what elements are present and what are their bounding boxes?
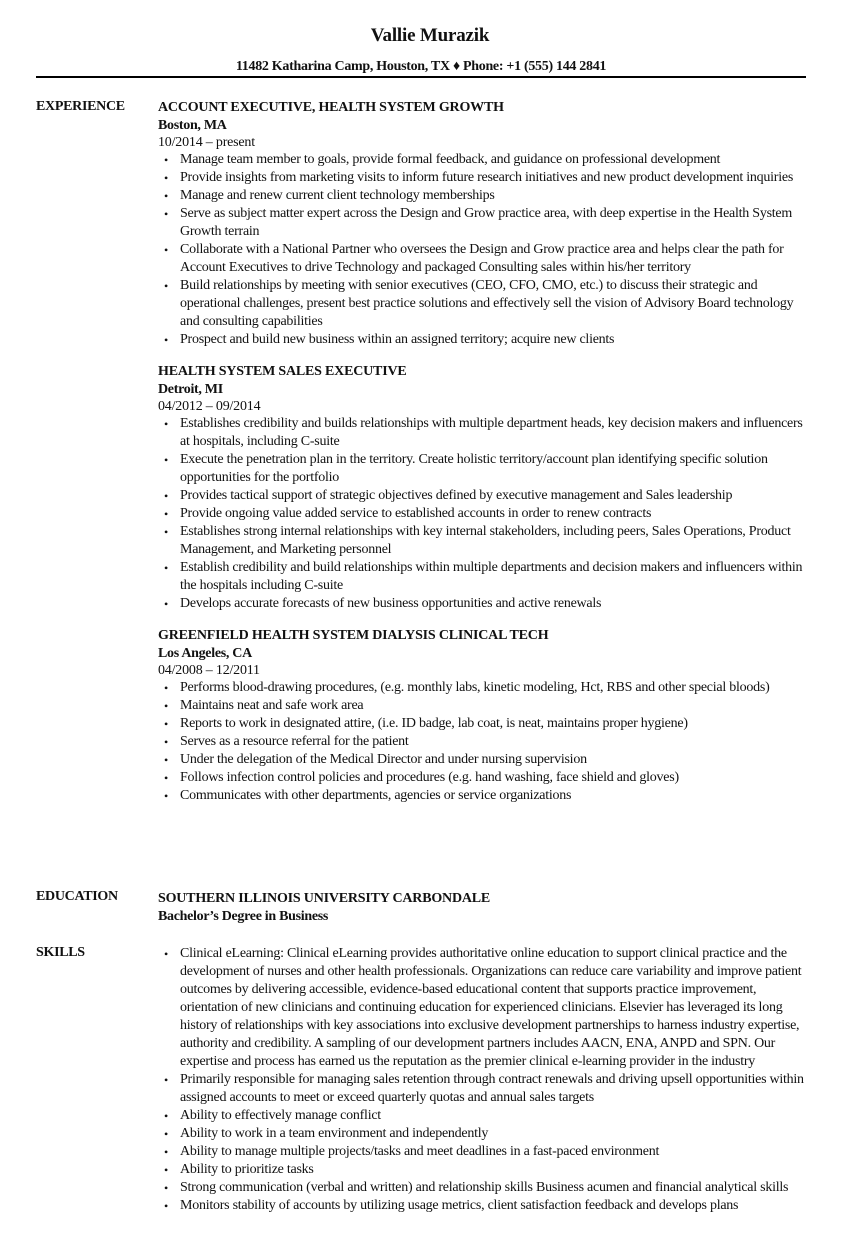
- bullet-dot-icon: •: [164, 171, 168, 185]
- bullet-text: Manage and renew current client technology memberships: [180, 188, 495, 203]
- bullet-item: [158, 679, 814, 697]
- candidate-name: Vallie Murazik: [370, 25, 490, 46]
- bullet-text: Serve as subject matter expert across the Design and Grow practice area, with deep expertise in the Health System Growth terrain: [180, 206, 793, 239]
- bullet-text: Manage team member to goals, provide formal feedback, and guidance on professional development: [180, 152, 721, 167]
- bullet-item: [158, 241, 814, 277]
- job-title: ACCOUNT EXECUTIVE, HEALTH SYSTEM GROWTH: [158, 100, 504, 115]
- job-title: HEALTH SYSTEM SALES EXECUTIVE: [158, 364, 407, 379]
- bullet-dot-icon: •: [164, 789, 168, 803]
- bullet-text: Ability to manage multiple projects/tasks and meet deadlines in a fast-paced environment: [180, 1144, 660, 1159]
- bullet-dot-icon: •: [164, 771, 168, 785]
- bullet-item: [158, 523, 814, 559]
- skills-list: [158, 945, 814, 1215]
- contact-line: 11482 Katharina Camp, Houston, TX ♦ Phone: +1 (555) 144 2841: [235, 59, 607, 74]
- bullet-item: [158, 205, 814, 241]
- bullet-dot-icon: •: [164, 699, 168, 713]
- job-bullets: [158, 415, 814, 613]
- bullet-text: Ability to prioritize tasks: [180, 1162, 314, 1177]
- bullet-dot-icon: •: [164, 1181, 168, 1195]
- bullet-text: Maintains neat and safe work area: [180, 698, 364, 713]
- job-location: Boston, MA: [158, 118, 227, 133]
- bullet-item: [158, 733, 814, 751]
- job-location: Detroit, MI: [158, 382, 223, 397]
- bullet-item: [158, 151, 814, 169]
- bullet-item: [158, 331, 814, 349]
- bullet-dot-icon: •: [164, 753, 168, 767]
- bullet-text: Reports to work in designated attire, (i.e. ID badge, lab coat, is neat, maintains proper hygiene): [180, 716, 688, 731]
- bullet-dot-icon: •: [164, 189, 168, 203]
- job-bullets: [158, 679, 814, 805]
- bullet-text: Execute the penetration plan in the territory. Create holistic territory/account plan identifying specific solution opportunities for the portfolio: [180, 452, 768, 485]
- bullet-dot-icon: •: [164, 561, 168, 575]
- bullet-item: [158, 751, 814, 769]
- bullet-dot-icon: •: [164, 1163, 168, 1177]
- education-entry: [158, 889, 814, 926]
- bullet-item: [158, 787, 814, 805]
- bullet-dot-icon: •: [164, 453, 168, 467]
- bullet-item: [158, 169, 814, 187]
- bullet-text: Clinical eLearning: Clinical eLearning provides authoritative online education to support clinical practice and the development of nurses and other health professionals. Organizations can reduce care variability and improve patient outcomes by delivering accessible, evidence-based educational content that supports practice improvement, orientation of new clinicians and continuing education for experienced clinicians. Elsevier has leveraged its long history of relationships with key associations into exclusive development partnerships to harness industry expertise, authority and credibility. A sampling of our development partners includes AACN, ENA, ANPD and SPN. Our expertise and process has earned us the reputation as the premier clinical e-learning provider in the industry: [180, 946, 802, 1069]
- bullet-item: [158, 187, 814, 205]
- bullet-dot-icon: •: [164, 1073, 168, 1087]
- job-entry: [158, 99, 814, 349]
- bullet-dot-icon: •: [164, 489, 168, 503]
- bullet-text: Build relationships by meeting with senior executives (CEO, CFO, CMO, etc.) to discuss their strategic and operational challenges, present best practice solutions and effectively sell the vision of Advisory Board technology and consulting capabilities: [180, 278, 794, 329]
- bullet-dot-icon: •: [164, 735, 168, 749]
- bullet-text: Provides tactical support of strategic objectives defined by executive management and Sales leadership: [180, 488, 733, 503]
- bullet-text: Provide ongoing value added service to established accounts in order to renew contracts: [180, 506, 652, 521]
- bullet-dot-icon: •: [164, 333, 168, 347]
- skills-heading: SKILLS: [36, 945, 85, 960]
- bullet-dot-icon: •: [164, 153, 168, 167]
- bullet-text: Establishes credibility and builds relationships with multiple department heads, key decision makers and influencers at hospitals, including C-suite: [180, 416, 803, 449]
- bullet-text: Follows infection control policies and procedures (e.g. hand washing, face shield and gloves): [180, 770, 679, 785]
- experience-list: [158, 99, 814, 819]
- bullet-text: Ability to work in a team environment and independently: [180, 1126, 489, 1141]
- bullet-item: [158, 1161, 814, 1179]
- bullet-dot-icon: •: [164, 507, 168, 521]
- job-entry: [158, 627, 814, 805]
- job-dates: 04/2008 – 12/2011: [158, 663, 260, 678]
- bullet-item: [158, 487, 814, 505]
- bullet-item: [158, 1197, 814, 1215]
- bullet-dot-icon: •: [164, 1145, 168, 1159]
- job-title: GREENFIELD HEALTH SYSTEM DIALYSIS CLINICAL TECH: [158, 628, 549, 643]
- job-bullets: [158, 151, 814, 349]
- bullet-text: Communicates with other departments, agencies or service organizations: [180, 788, 572, 803]
- bullet-item: [158, 505, 814, 523]
- bullet-text: Prospect and build new business within an assigned territory; acquire new clients: [180, 332, 615, 347]
- bullet-item: [158, 415, 814, 451]
- bullet-item: [158, 451, 814, 487]
- bullet-dot-icon: •: [164, 1199, 168, 1213]
- bullet-text: Ability to effectively manage conflict: [180, 1108, 381, 1123]
- bullet-text: Collaborate with a National Partner who oversees the Design and Grow practice area and helps clear the path for Account Executives to drive Technology and packaged Consulting sales within his/her territory: [180, 242, 784, 275]
- bullet-dot-icon: •: [164, 1109, 168, 1123]
- education-heading: EDUCATION: [36, 889, 118, 904]
- bullet-item: [158, 1125, 814, 1143]
- bullet-text: Serves as a resource referral for the patient: [180, 734, 409, 749]
- bullet-dot-icon: •: [164, 279, 168, 293]
- bullet-text: Performs blood-drawing procedures, (e.g. monthly labs, kinetic modeling, Hct, RBS and other special bloods): [180, 680, 770, 695]
- degree: Bachelor’s Degree in Business: [158, 909, 329, 924]
- bullet-text: Establishes strong internal relationships with key internal stakeholders, including peers, Sales Operations, Product Management, and Marketing personnel: [180, 524, 791, 557]
- bullet-text: Provide insights from marketing visits to inform future research initiatives and new product development inquiries: [180, 170, 794, 185]
- skills-bullets: [158, 945, 814, 1215]
- bullet-dot-icon: •: [164, 207, 168, 221]
- bullet-dot-icon: •: [164, 243, 168, 257]
- bullet-item: [158, 715, 814, 733]
- bullet-item: [158, 1143, 814, 1161]
- bullet-text: Establish credibility and build relationships within multiple departments and decision makers and influencers within the hospitals including C-suite: [180, 560, 803, 593]
- bullet-text: Monitors stability of accounts by utilizing usage metrics, client satisfaction feedback and develops plans: [180, 1198, 739, 1213]
- bullet-item: [158, 1107, 814, 1125]
- bullet-dot-icon: •: [164, 525, 168, 539]
- bullet-text: Strong communication (verbal and written) and relationship skills Business acumen and financial analytical skills: [180, 1180, 789, 1195]
- bullet-item: [158, 595, 814, 613]
- header-divider: [36, 76, 806, 78]
- bullet-dot-icon: •: [164, 597, 168, 611]
- bullet-dot-icon: •: [164, 947, 168, 961]
- bullet-dot-icon: •: [164, 417, 168, 431]
- bullet-item: [158, 697, 814, 715]
- bullet-item: [158, 945, 814, 1071]
- bullet-dot-icon: •: [164, 717, 168, 731]
- bullet-dot-icon: •: [164, 681, 168, 695]
- job-dates: 10/2014 – present: [158, 135, 255, 150]
- bullet-item: [158, 769, 814, 787]
- bullet-dot-icon: •: [164, 1127, 168, 1141]
- bullet-item: [158, 559, 814, 595]
- bullet-text: Develops accurate forecasts of new business opportunities and active renewals: [180, 596, 602, 611]
- experience-heading: EXPERIENCE: [36, 99, 125, 114]
- job-location: Los Angeles, CA: [158, 646, 252, 661]
- bullet-text: Primarily responsible for managing sales retention through contract renewals and driving upsell opportunities within assigned accounts to meet or exceed quarterly quotas and annual sales targets: [180, 1072, 804, 1105]
- bullet-item: [158, 277, 814, 331]
- job-dates: 04/2012 – 09/2014: [158, 399, 261, 414]
- bullet-item: [158, 1179, 814, 1197]
- job-entry: [158, 363, 814, 613]
- school-name: SOUTHERN ILLINOIS UNIVERSITY CARBONDALE: [158, 891, 491, 906]
- bullet-item: [158, 1071, 814, 1107]
- bullet-text: Under the delegation of the Medical Director and under nursing supervision: [180, 752, 587, 767]
